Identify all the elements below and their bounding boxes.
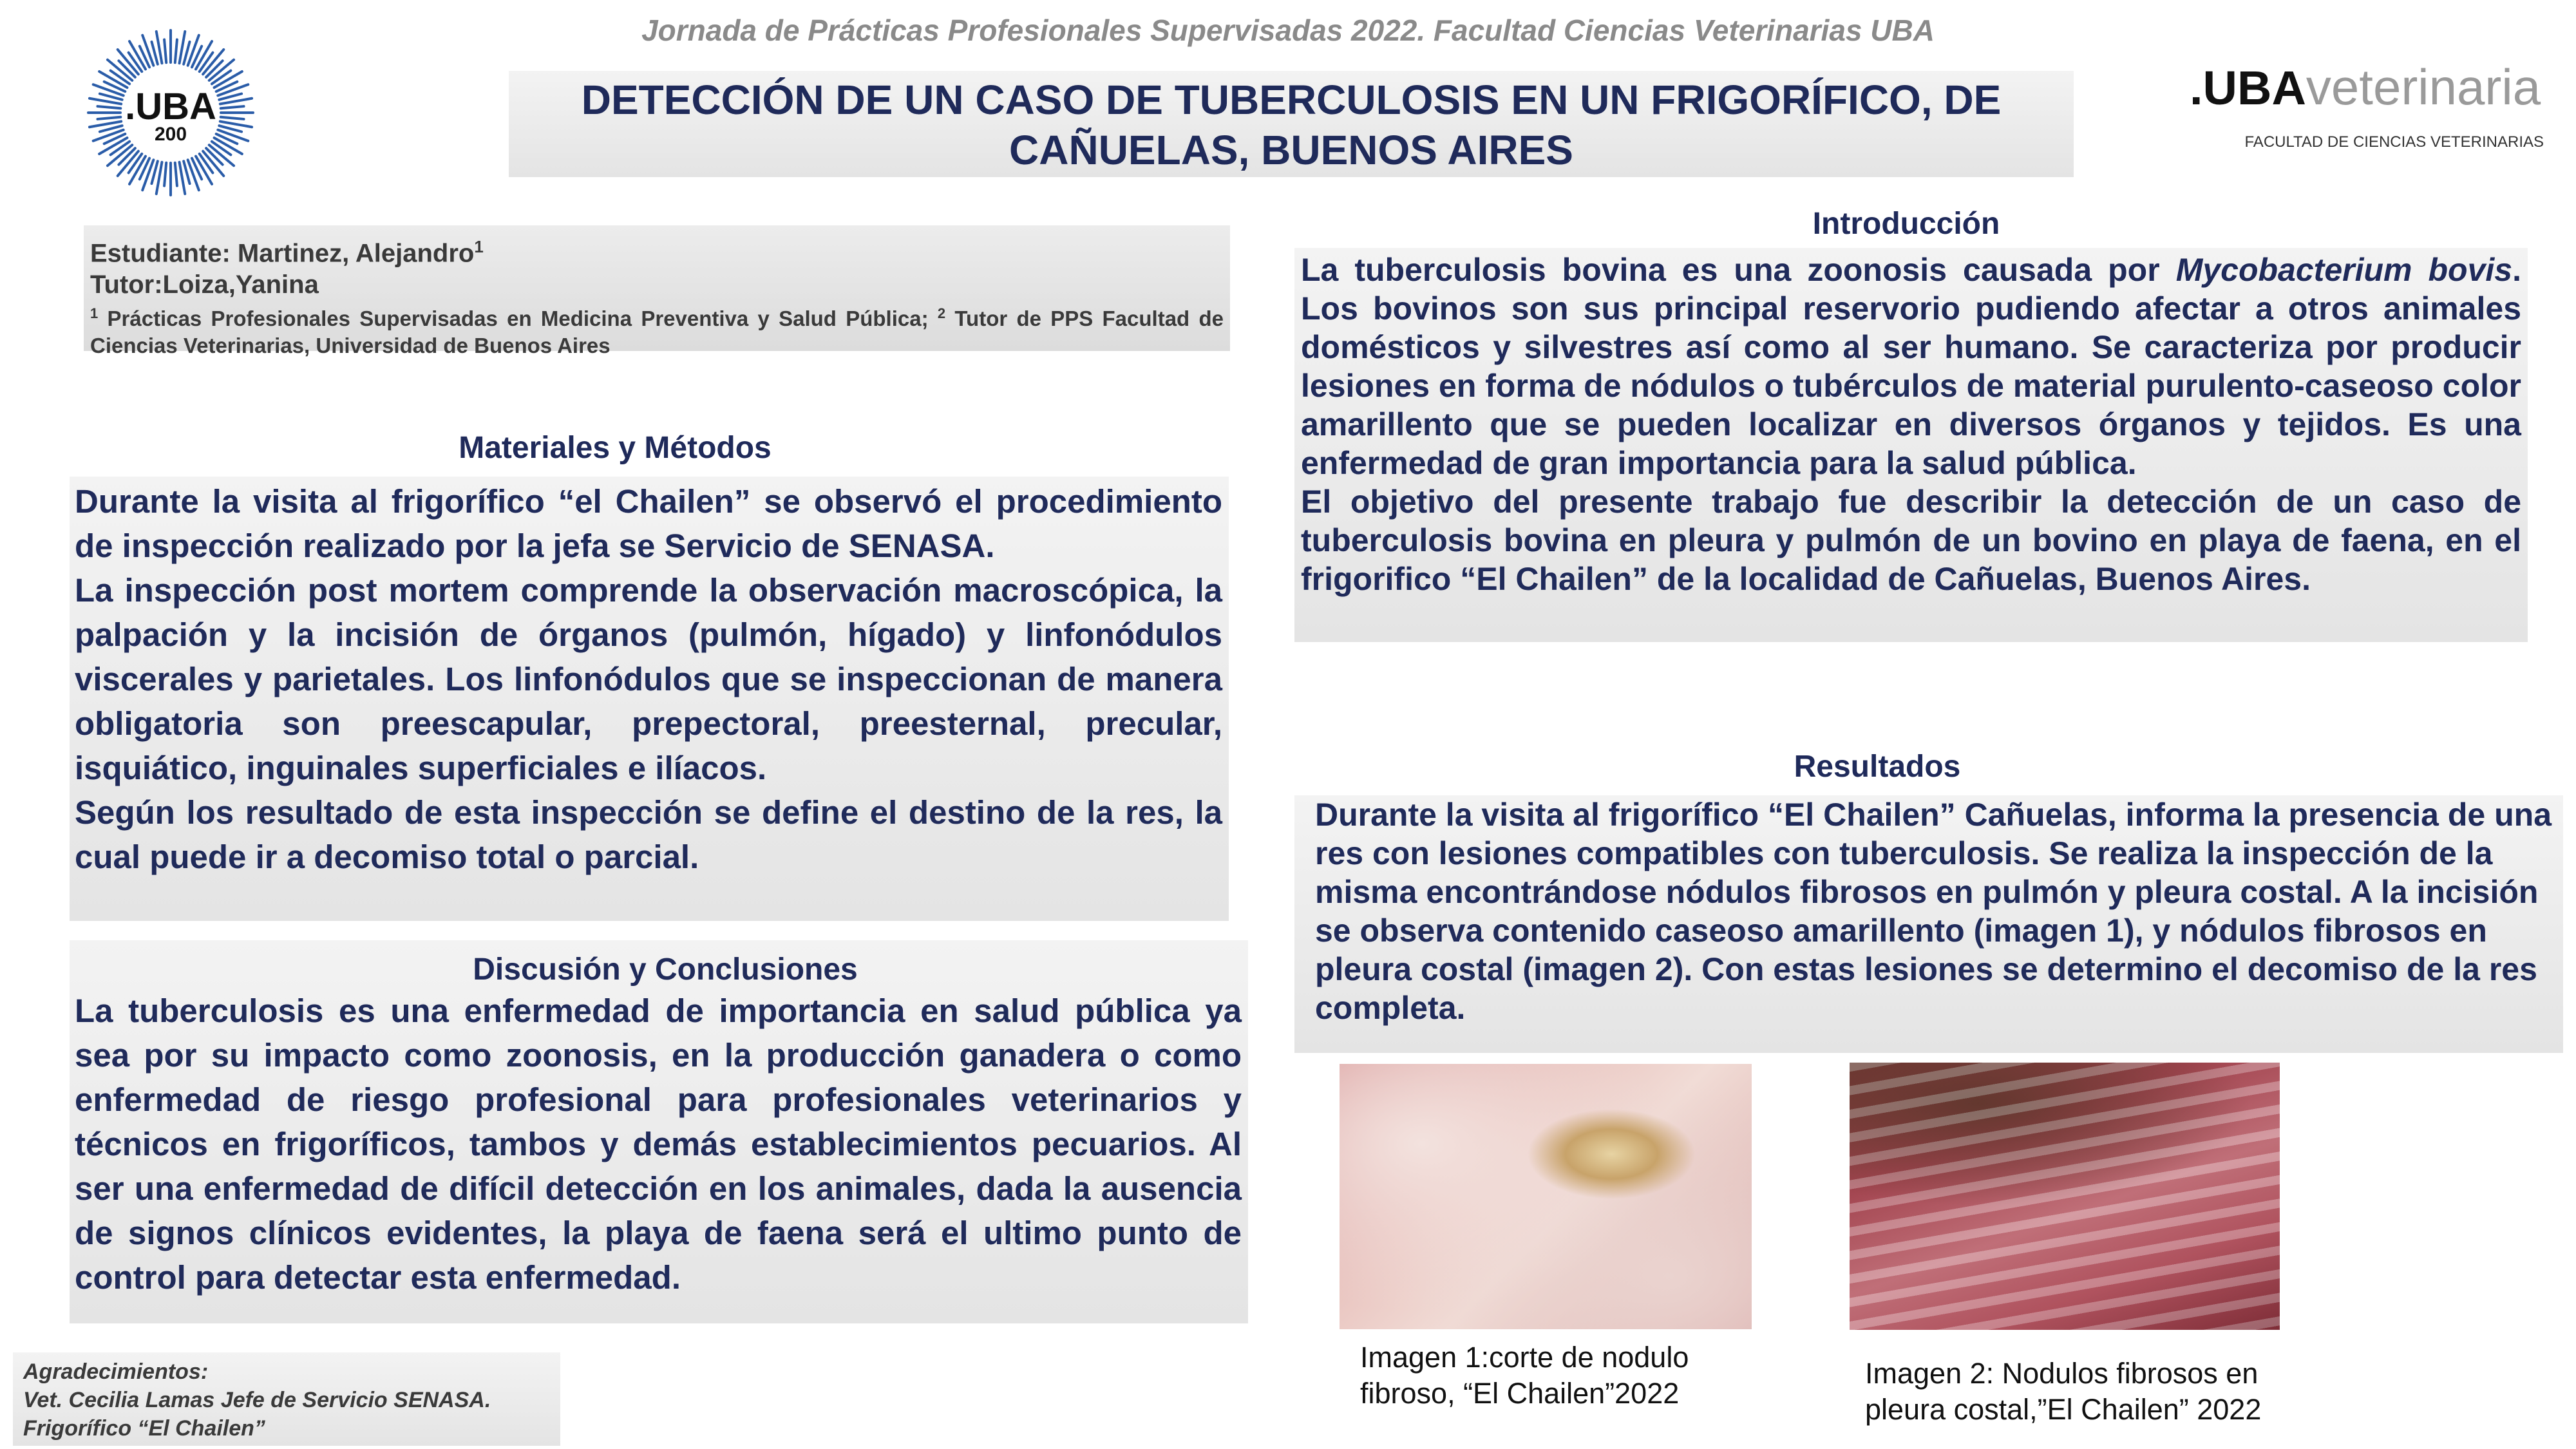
materiales-paragraph: Según los resultado de esta inspección se define el destino de la res, la cual puede ir a decomiso total o parcial. xyxy=(75,794,1222,875)
discusion-section xyxy=(70,940,1248,1323)
sunburst-ray xyxy=(188,35,199,66)
title-banner xyxy=(509,71,2074,177)
agradecimientos-heading: Agradecimientos: xyxy=(23,1359,209,1384)
sunburst-ray xyxy=(188,160,199,190)
agradecimientos-line: Vet. Cecilia Lamas Jefe de Servicio SENASA. xyxy=(23,1388,491,1412)
figure-caption-1: Imagen 1:corte de nodulo fibroso, “El Chailen”2022 xyxy=(1360,1341,1689,1410)
materiales-heading: Materiales y Métodos xyxy=(459,431,772,465)
affiliations: $^1$ Prácticas Profesionales Supervisadas en Medicina Preventiva y Salud Pública; $^2$ Tutor de PPS Facultad de Ciencias Veterinarias, Universidad de Buenos Aires xyxy=(90,305,1224,358)
sunburst-ray xyxy=(164,39,166,62)
sunburst-ray xyxy=(142,160,153,190)
materiales-paragraph: Durante la visita al frigorífico “el Chailen” se observó el procedimiento de inspección realizado por la jefa se Servicio de SENASA. xyxy=(75,483,1222,564)
agradecimientos-box xyxy=(13,1352,560,1446)
introduccion-paragraph: El objetivo del presente trabajo fue describir la detección de un caso de tuberculosis bovina en pleura y pulmón de un bovino en playa de faena, en el frigorifico “El Chailen” de la localidad de Cañuelas, Buenos Aires. xyxy=(1301,484,2521,597)
species-name: Mycobacterium bovis xyxy=(2175,252,2513,288)
resultados-heading: Resultados xyxy=(1794,750,1961,784)
resultados-paragraph: Durante la visita al frigorífico “El Chailen” Cañuelas, informa la presencia de una res con lesiones compatibles con tuberculosis. Se realiza la inspección de la misma encontrándose nódulos fibrosos en pulmón y pleura costal. A la incisión se observa contenido caseoso amarillento (imagen 1), y nódulos fibrosos en pleura costal (imagen 2). Con estas lesiones se determino el decomiso de la res completa. xyxy=(1315,797,2552,1026)
student-name: Estudiante: Martinez, Alejandro xyxy=(90,239,475,268)
resultados-section xyxy=(1294,795,2563,1053)
figure-image-1 xyxy=(1340,1064,1752,1329)
introduccion-paragraph: La tuberculosis bovina es una zoonosis causada por Mycobacterium bovis. Los bovinos son sus principal reservorio pudiendo afectar a otros animales domésticos y silvestres así como al ser humano. Se caracteriza por producir lesiones en forma de nódulos o tubérculos de material purulento-caseoso color amarillento que se pueden localizar en diversos órganos y tejidos. Es una enfermedad de gran importancia para la salud pública. xyxy=(1301,252,2521,481)
uba-200-logo xyxy=(84,26,258,200)
materiales-paragraph: La inspección post mortem comprende la observación macroscópica, la palpación y la incisión de órganos (pulmón, hígado) y linfonódulos viscerales y parietales. Los linfonódulos que se inspeccionan de manera obligatoria son preescapular, prepectoral, preesternal, precular, isquiático, inguinales superficiales e ilíacos. xyxy=(75,572,1222,786)
sunburst-ray xyxy=(164,163,166,186)
sunburst-ray xyxy=(175,163,177,186)
figure-image-2 xyxy=(1850,1063,2280,1330)
sunburst-ray xyxy=(142,35,153,66)
logo-uba: .UBA xyxy=(2190,61,2306,115)
tutor-name: Tutor:Loiza,Yanina xyxy=(90,270,319,299)
sunburst-ray xyxy=(175,39,177,62)
logo-veterinaria: veterinaria xyxy=(2306,59,2541,115)
page-title: DETECCIÓN DE UN CASO DE TUBERCULOSIS EN UN FRIGORÍFICO, DE CAÑUELAS, BUENOS AIRES xyxy=(581,77,2002,173)
introduccion-heading: Introducción xyxy=(1812,207,2000,241)
discusion-paragraph: La tuberculosis es una enfermedad de importancia en salud pública ya sea por su impacto como zoonosis, en la producción ganadera o como enfermedad de riesgo profesional para profesionales veterinarios y técnicos en frigoríficos, tambos y demás establecimientos pecuarios. Al ser una enfermedad de difícil detección en los animales, dada la ausencia de signos clínicos evidentes, la playa de faena será el ultimo punto de control para detectar esta enfermedad. xyxy=(75,992,1242,1296)
introduccion-section xyxy=(1294,248,2528,642)
agradecimientos-line: Frigorífico “El Chailen” xyxy=(23,1416,265,1441)
uba-logo-sub: 200 xyxy=(154,124,187,145)
conference-subtitle: Jornada de Prácticas Profesionales Supervisadas 2022. Facultad Ciencias Veterinarias UBA xyxy=(641,14,1935,47)
materiales-section xyxy=(70,477,1229,921)
uba-logo-text: .UBA xyxy=(125,86,216,128)
logo-faculty: FACULTAD DE CIENCIAS VETERINARIAS xyxy=(2244,133,2544,151)
figure-caption-2: Imagen 2: Nodulos fibrosos en pleura costal,”El Chailen” 2022 xyxy=(1865,1357,2262,1426)
authors-box: Estudiante: Martinez, Alejandro$^1$ Tutor:Loiza,Yanina $^1$ Prácticas Profesionales Supervisadas en Medicina Preventiva y Salud Pública; $^2$ Tutor de PPS Facultad de Ciencias Veterinarias, Universidad de Buenos Aires xyxy=(84,225,1230,351)
uba-veterinaria-logo xyxy=(2190,58,2550,151)
discusion-heading: Discusión y Conclusiones xyxy=(473,952,858,987)
